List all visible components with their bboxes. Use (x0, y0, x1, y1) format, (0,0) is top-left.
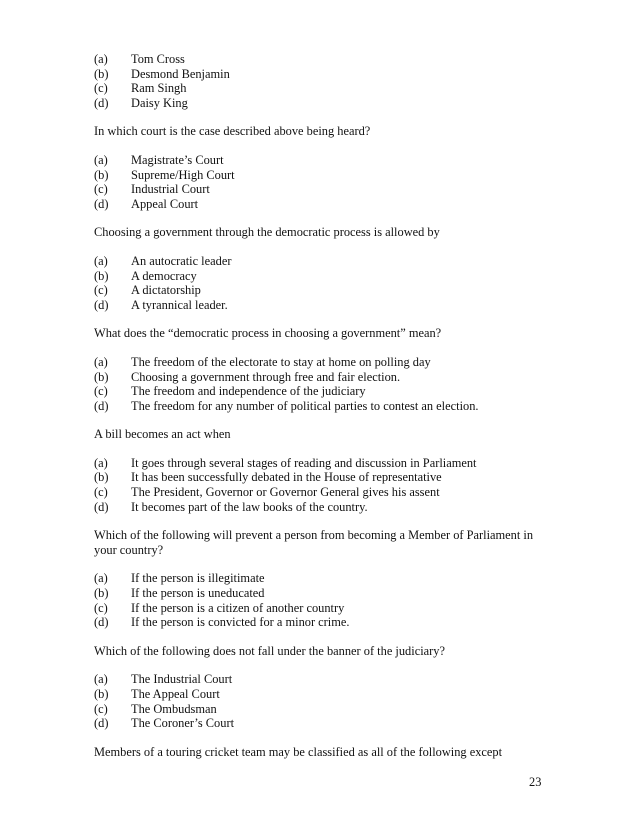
option-list (94, 456, 554, 514)
option-item (94, 672, 554, 687)
option-text: The President, Governor or Governor General gives his assent (131, 485, 440, 500)
option-text: The Appeal Court (131, 687, 220, 701)
option-label: (b) (94, 66, 109, 81)
option-item (94, 355, 554, 370)
option-item (94, 500, 554, 515)
option-text: It goes through several stages of reading and discussion in Parliament (131, 455, 477, 470)
option-label: (c) (94, 701, 108, 716)
option-label: (a) (94, 253, 108, 268)
option-item (94, 96, 554, 111)
option-item (94, 456, 554, 471)
option-label: (b) (94, 687, 109, 701)
option-text: A tyrannical leader. (131, 297, 228, 312)
option-item (94, 571, 554, 586)
option-label: (a) (94, 455, 108, 470)
question-text: Which of the following will prevent a person from becoming a Member of Parliament in your country? (94, 528, 534, 557)
option-label: (d) (94, 615, 109, 630)
option-text: Appeal Court (131, 196, 199, 211)
option-item (94, 687, 554, 702)
option-text: An autocratic leader (131, 253, 232, 268)
option-item (94, 254, 554, 269)
option-item (94, 153, 554, 168)
question-text: In which court is the case described above being heard? (94, 124, 371, 139)
option-label: (b) (94, 167, 109, 182)
option-label: (c) (94, 384, 108, 399)
option-text: The Coroner’s Court (131, 716, 235, 731)
page-content (94, 52, 554, 773)
option-text: Tom Cross (131, 52, 185, 66)
option-label: (c) (94, 283, 108, 298)
option-text: Daisy King (131, 95, 188, 110)
option-text: Magistrate’s Court (131, 152, 224, 167)
page-number: 23 (529, 775, 542, 789)
option-list (94, 672, 554, 730)
option-item (94, 702, 554, 717)
option-text: Desmond Benjamin (131, 66, 230, 81)
option-label: (d) (94, 297, 109, 312)
option-label: (d) (94, 716, 109, 731)
option-label: (a) (94, 152, 108, 167)
option-label: (d) (94, 196, 109, 211)
option-label: (d) (94, 398, 109, 413)
option-list (94, 355, 554, 413)
option-label: (b) (94, 268, 109, 283)
option-label: (c) (94, 182, 108, 197)
option-label: (a) (94, 52, 108, 66)
option-item (94, 197, 554, 212)
question-text: Members of a touring cricket team may be classified as all of the following except (94, 744, 503, 759)
option-label: (d) (94, 499, 109, 514)
option-item (94, 168, 554, 183)
option-label: (d) (94, 95, 109, 110)
option-label: (b) (94, 470, 109, 485)
option-item (94, 283, 554, 298)
option-text: It has been successfully debated in the House of representative (131, 470, 442, 485)
option-list (94, 52, 554, 110)
option-label: (c) (94, 485, 108, 500)
option-text: The freedom of the electorate to stay at home on polling day (131, 354, 431, 369)
question-text: What does the “democratic process in choosing a government” mean? (94, 326, 442, 341)
option-text: Industrial Court (131, 182, 210, 197)
option-list (94, 571, 554, 629)
option-item (94, 81, 554, 96)
option-item (94, 470, 554, 485)
option-list (94, 254, 554, 312)
option-text: Choosing a government through free and fair election. (131, 369, 401, 384)
option-text: The freedom for any number of political parties to contest an election. (131, 398, 479, 413)
option-item (94, 716, 554, 731)
question-text: Choosing a government through the democratic process is allowed by (94, 225, 440, 240)
option-text: If the person is uneducated (131, 586, 265, 601)
option-list (94, 153, 554, 211)
option-label: (a) (94, 354, 108, 369)
option-text: If the person is convicted for a minor crime. (131, 615, 350, 630)
option-text: The Ombudsman (131, 701, 217, 716)
option-item (94, 615, 554, 630)
option-text: A democracy (131, 268, 197, 283)
option-item (94, 586, 554, 601)
option-label: (b) (94, 369, 109, 384)
option-text: The Industrial Court (131, 672, 233, 687)
option-item (94, 52, 554, 67)
option-item (94, 182, 554, 197)
option-text: A dictatorship (131, 283, 201, 298)
option-label: (c) (94, 600, 108, 615)
option-text: Ram Singh (131, 81, 187, 96)
option-item (94, 399, 554, 414)
option-item (94, 384, 554, 399)
option-item (94, 601, 554, 616)
option-item (94, 269, 554, 284)
option-item (94, 485, 554, 500)
option-label: (b) (94, 586, 109, 601)
option-label: (a) (94, 571, 108, 586)
question-text: Which of the following does not fall under the banner of the judiciary? (94, 643, 445, 658)
option-text: It becomes part of the law books of the country. (131, 499, 368, 514)
option-item (94, 298, 554, 313)
option-text: If the person is illegitimate (131, 571, 265, 586)
option-item (94, 67, 554, 82)
option-text: Supreme/High Court (131, 167, 235, 182)
option-text: The freedom and independence of the judiciary (131, 384, 366, 399)
option-label: (a) (94, 672, 108, 687)
question-text: A bill becomes an act when (94, 427, 231, 442)
option-label: (c) (94, 81, 108, 96)
option-text: If the person is a citizen of another country (131, 600, 345, 615)
option-item (94, 370, 554, 385)
